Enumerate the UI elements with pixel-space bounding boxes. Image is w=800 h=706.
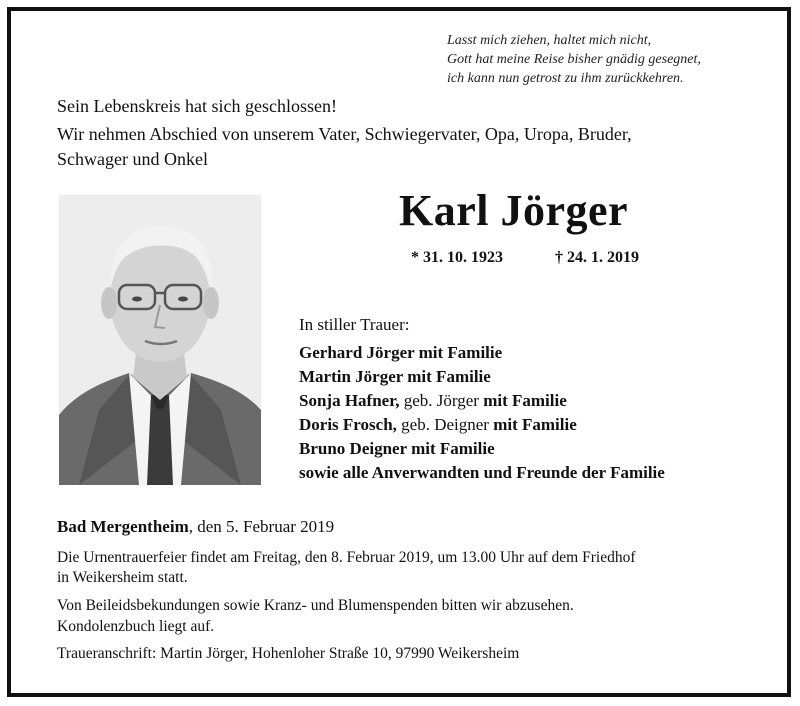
mourner-1 (299, 343, 502, 363)
mourner-4-name: Doris Frosch, (299, 415, 397, 434)
mourner-3 (299, 391, 567, 411)
mourner-5-text: Bruno Deigner mit Familie (299, 439, 495, 458)
ceremony-line-1: Die Urnentrauerfeier findet am Freitag, den 8. Februar 2019, um 13.00 Uhr auf dem Friedhof (57, 549, 636, 566)
mourner-6 (299, 463, 665, 483)
poem-line-2: Gott hat meine Reise bisher gnädig gesegnet, (447, 52, 701, 67)
mourner-4-tail: mit Familie (493, 415, 577, 434)
mourner-3-name: Sonja Hafner, (299, 391, 400, 410)
mourner-1-text: Gerhard Jörger mit Familie (299, 343, 503, 362)
mourner-3-nee: geb. Jörger (399, 391, 484, 410)
birth-date: * 31. 10. 1923 (411, 249, 503, 266)
mourner-2-text: Martin Jörger mit Familie (299, 367, 491, 386)
deceased-name: Karl Jörger (399, 186, 629, 235)
condolence-line-2: Kondolenzbuch liegt auf. (57, 618, 215, 635)
portrait-photo (59, 195, 261, 485)
mourner-3-tail: mit Familie (483, 391, 567, 410)
notice-date: , den 5. Februar 2019 (188, 517, 335, 536)
mourner-4-nee: geb. Deigner (396, 415, 494, 434)
death-date: † 24. 1. 2019 (555, 249, 639, 266)
ceremony-line-2: in Weikersheim statt. (57, 569, 188, 586)
obituary-frame (7, 7, 791, 697)
condolence-line-1: Von Beileidsbekundungen sowie Kranz- und Blumenspenden bitten wir abzusehen. (57, 597, 574, 614)
mourner-5 (299, 439, 495, 459)
poem-line-1: Lasst mich ziehen, haltet mich nicht, (447, 33, 652, 48)
mourner-4 (299, 415, 577, 435)
mourner-2 (299, 367, 491, 387)
place-date-line (57, 517, 334, 537)
intro-line-2: Wir nehmen Abschied von unserem Vater, Schwiegervater, Opa, Uropa, Bruder, (57, 124, 632, 144)
poem-line-3: ich kann nun getrost zu ihm zurückkehren. (447, 71, 684, 86)
mourning-address: Traueranschrift: Martin Jörger, Hohenloher Straße 10, 97990 Weikersheim (57, 645, 520, 662)
intro-line-3: Schwager und Onkel (57, 149, 208, 169)
intro-line-1: Sein Lebenskreis hat sich geschlossen! (57, 96, 337, 116)
place-name: Bad Mergentheim (57, 517, 189, 536)
mourner-6-text: sowie alle Anverwandten und Freunde der Familie (299, 463, 665, 482)
mourners-heading: In stiller Trauer: (299, 315, 410, 334)
